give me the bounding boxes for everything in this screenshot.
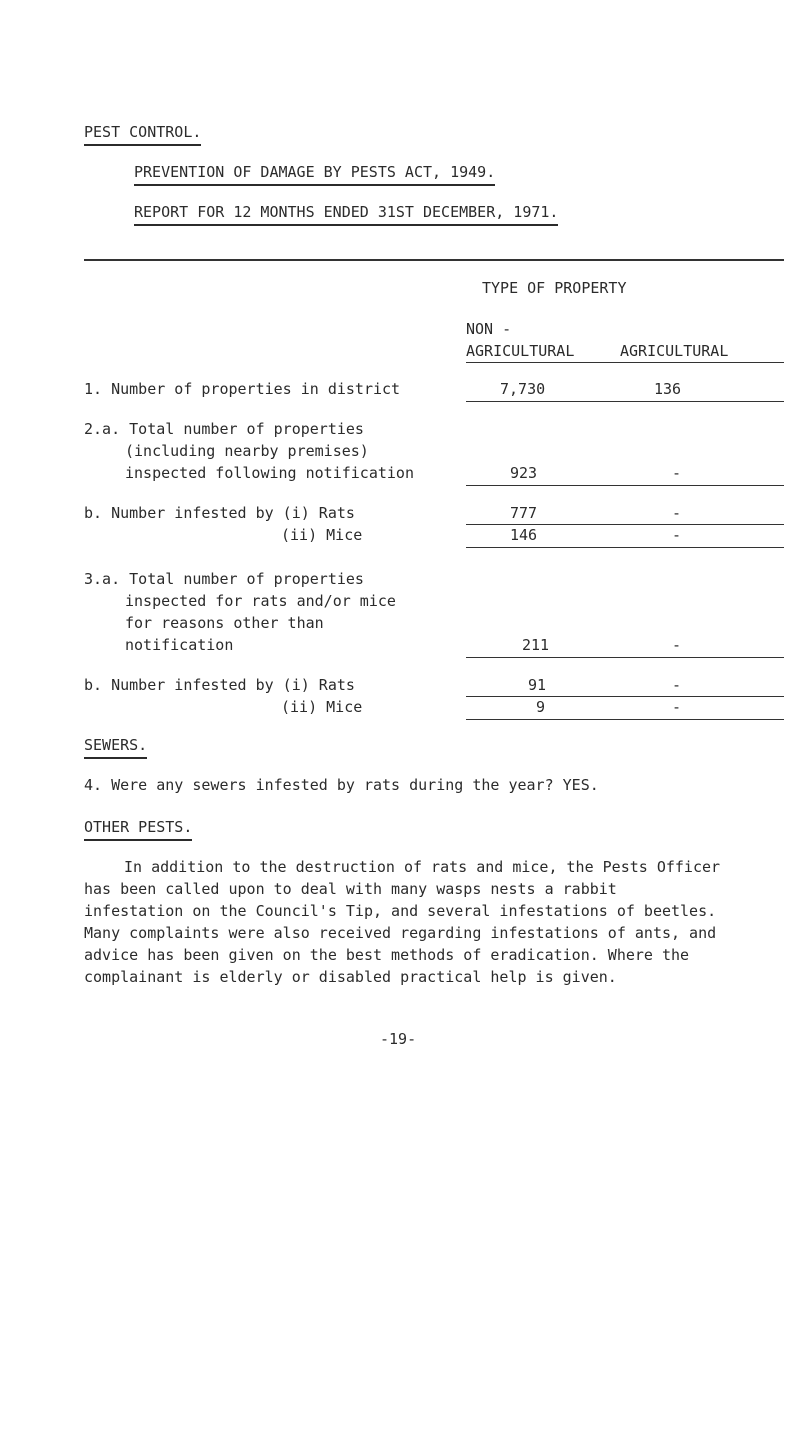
row-3b-rats-non-agricultural: 91 xyxy=(528,676,547,694)
row-3a-label-line1: 3.a. Total number of properties xyxy=(84,570,364,588)
other-pests-line-2: has been called upon to deal with many wasps nests a rabbit xyxy=(84,880,617,898)
row-3b-label-line2: (ii) Mice xyxy=(281,698,363,716)
row-2b-rats-non-agricultural: 777 xyxy=(510,504,538,522)
other-pests-line-4: Many complaints were also received regarding infestations of ants, and xyxy=(84,924,717,942)
row-1-label: 1. Number of properties in district xyxy=(84,380,401,398)
row-2b-label-line1: b. Number infested by (i) Rats xyxy=(84,504,355,522)
act-title: PREVENTION OF DAMAGE BY PESTS ACT, 1949. xyxy=(134,161,495,186)
row-3a-non-agricultural: 211 xyxy=(522,636,550,654)
row-3a-label-line4: notification xyxy=(125,636,234,654)
type-of-property-heading: TYPE OF PROPERTY xyxy=(482,279,627,297)
row-3b-label-line1: b. Number infested by (i) Rats xyxy=(84,676,355,694)
col-agricultural: AGRICULTURAL xyxy=(620,342,729,360)
row-3b-mice-non-agricultural: 9 xyxy=(536,698,546,716)
row-2a-non-agricultural: 923 xyxy=(510,464,538,482)
sewers-heading: SEWERS. xyxy=(84,734,147,759)
row-2b-rats-agricultural: - xyxy=(672,504,682,522)
row-2a-label-line3: inspected following notification xyxy=(125,464,414,482)
page-heading: PEST CONTROL. xyxy=(84,121,201,146)
row-2a-rule xyxy=(466,485,784,486)
row-2a-label-line1: 2.a. Total number of properties xyxy=(84,420,364,438)
sewers-question: 4. Were any sewers infested by rats during the year? YES. xyxy=(84,776,599,794)
other-pests-line-3: infestation on the Council's Tip, and several infestations of beetles. xyxy=(84,902,717,920)
other-pests-line-6: complainant is elderly or disabled practical help is given. xyxy=(84,968,617,986)
row-2a-label-line2: (including nearby premises) xyxy=(125,442,369,460)
other-pests-heading: OTHER PESTS. xyxy=(84,816,192,841)
column-heading-rule xyxy=(466,362,784,363)
row-3b-mice-agricultural: - xyxy=(672,698,682,716)
report-period: REPORT FOR 12 MONTHS ENDED 31ST DECEMBER, 1971. xyxy=(134,201,558,226)
col-non-agricultural-line1: NON - xyxy=(466,320,512,338)
row-2b-mice-rule xyxy=(466,547,784,548)
row-3a-label-line2: inspected for rats and/or mice xyxy=(125,592,396,610)
row-3a-agricultural: - xyxy=(672,636,682,654)
row-1-non-agricultural: 7,730 xyxy=(500,380,546,398)
row-3a-label-line3: for reasons other than xyxy=(125,614,324,632)
row-2b-mice-agricultural: - xyxy=(672,526,682,544)
row-2a-agricultural: - xyxy=(672,464,682,482)
other-pests-paragraph xyxy=(84,856,784,988)
row-2b-mice-non-agricultural: 146 xyxy=(510,526,538,544)
other-pests-line-1: In addition to the destruction of rats and mice, the Pests Officer xyxy=(124,858,721,876)
row-2b-label-line2: (ii) Mice xyxy=(281,526,363,544)
row-3a-rule xyxy=(466,657,784,658)
row-3b-mice-rule xyxy=(466,719,784,720)
page-number: -19- xyxy=(380,1030,417,1048)
row-3b-rats-agricultural: - xyxy=(672,676,682,694)
row-3b-rats-rule xyxy=(466,696,784,697)
row-1-rule xyxy=(466,401,784,402)
other-pests-line-5: advice has been given on the best methods of eradication. Where the xyxy=(84,946,690,964)
col-non-agricultural-line2: AGRICULTURAL xyxy=(466,342,575,360)
top-divider xyxy=(84,259,784,261)
row-1-agricultural: 136 xyxy=(654,380,682,398)
